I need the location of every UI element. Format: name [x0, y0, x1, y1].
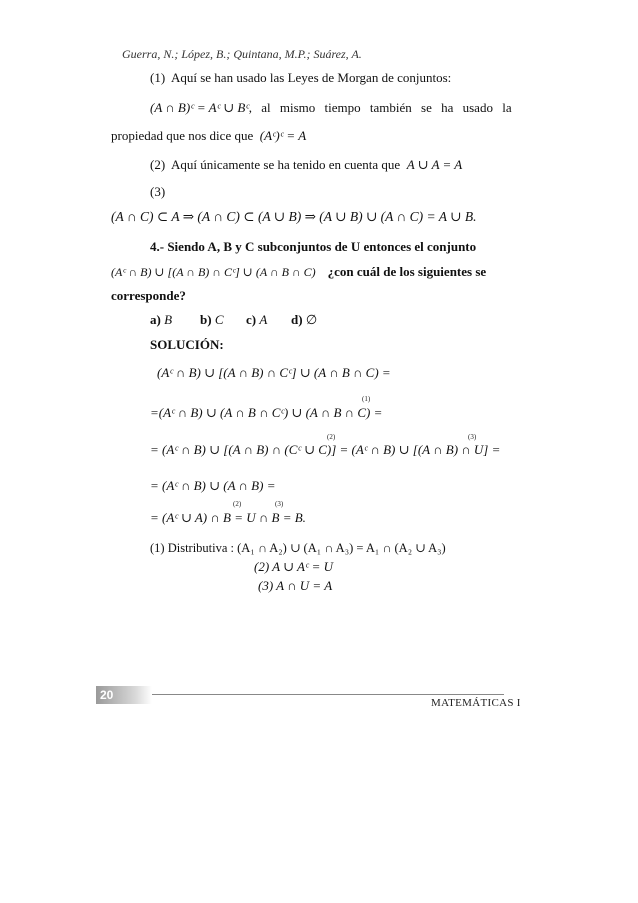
option-d — [291, 312, 317, 328]
solution-mark-3b: (3) — [275, 500, 284, 508]
note-3-label: (3) — [150, 184, 166, 199]
note-2-label: (2) — [150, 157, 166, 172]
page-number: 20 — [100, 688, 114, 702]
problem-title: 4.- Siendo A, B y C subconjuntos de U entonces el conjunto — [150, 239, 477, 254]
problem-set-expression: (Aᶜ ∩ B) ∪ [(A ∩ B) ∩ Cᶜ] ∪ (A ∩ B ∩ C) — [111, 265, 316, 279]
option-a-label: a) — [150, 312, 161, 327]
option-d-value: ∅ — [305, 312, 318, 327]
page-header-authors: Guerra, N.; López, B.; Quintana, M.P.; Suárez, A. — [122, 47, 362, 61]
property-text: propiedad que nos dice que — [111, 128, 254, 143]
solution-mark-3a: (3) — [468, 433, 477, 441]
note-3-formula: (A ∩ C) ⊂ A ⇒ (A ∩ C) ⊂ (A ∪ B) ⇒ (A ∪ B) ∪ (A ∩ C) = A ∪ B. — [111, 209, 477, 224]
note-1-label: (1) — [150, 70, 166, 85]
morgan-text: , al mismo tiempo también se ha usado la — [248, 100, 512, 115]
option-c-label: c) — [246, 312, 257, 327]
option-b-value: C — [214, 312, 224, 327]
footnote-distributiva: (1) Distributiva : (A₁ ∩ A₂) ∪ (A₁ ∩ A₃) = A₁ ∩ (A₂ ∪ A₃) — [150, 541, 446, 555]
footer-book-title: MATEMÁTICAS I — [431, 697, 521, 709]
option-c-value: A — [259, 312, 268, 327]
option-c — [246, 312, 267, 328]
option-b-label: b) — [200, 312, 212, 327]
problem-expression-line — [111, 263, 486, 281]
solution-line-2: =(Aᶜ ∩ B) ∪ (A ∩ B ∩ Cᶜ) ∪ (A ∩ B ∩ C) = — [150, 405, 383, 420]
solution-mark-2b: (2) — [233, 500, 242, 508]
solution-heading: SOLUCIÓN: — [150, 337, 224, 352]
note-1 — [150, 70, 451, 86]
note-1-text: Aquí se han usado las Leyes de Morgan de conjuntos: — [170, 70, 452, 85]
note-2-formula: A ∪ A = A — [406, 157, 463, 172]
solution-line-4: = (Aᶜ ∩ B) ∪ (A ∩ B) = — [150, 478, 276, 493]
property-line — [111, 128, 306, 144]
footnote-intersection-universe: (3) A ∩ U = A — [258, 578, 333, 593]
morgan-line — [150, 99, 512, 117]
problem-question: ¿con cuál de los siguientes se — [327, 264, 487, 279]
solution-mark-2a: (2) — [327, 433, 336, 441]
property-formula: (Aᶜ)ᶜ = A — [259, 128, 307, 143]
footnote-union-complement: (2) A ∪ Aᶜ = U — [254, 559, 334, 574]
solution-mark-1: (1) — [362, 395, 371, 403]
footer-rule — [152, 694, 504, 695]
option-a-value: B — [164, 312, 173, 327]
note-2 — [150, 157, 462, 173]
problem-question-end: corresponde? — [111, 288, 186, 303]
option-a — [150, 312, 172, 328]
note-2-text: Aquí únicamente se ha tenido en cuenta que — [170, 157, 401, 172]
solution-line-5: = (Aᶜ ∪ A) ∩ B = U ∩ B = B. — [150, 510, 306, 525]
option-d-label: d) — [291, 312, 303, 327]
morgan-formula: (A ∩ B)ᶜ = Aᶜ ∪ Bᶜ — [150, 100, 249, 115]
solution-line-3: = (Aᶜ ∩ B) ∪ [(A ∩ B) ∩ (Cᶜ ∪ C)] = (Aᶜ ∩ B) ∪ [(A ∩ B) ∩ U] = — [150, 442, 501, 457]
option-b — [200, 312, 223, 328]
solution-line-1: (Aᶜ ∩ B) ∪ [(A ∩ B) ∩ Cᶜ] ∪ (A ∩ B ∩ C) = — [157, 365, 391, 380]
